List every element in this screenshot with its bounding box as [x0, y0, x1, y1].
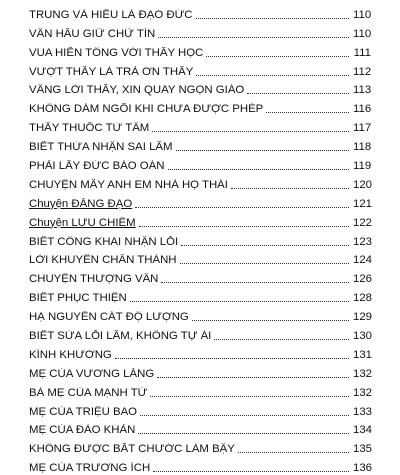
toc-entry-title: CHUYỆN THƯỢNG VÂN	[29, 273, 159, 286]
toc-entry-title: THẦY THUỐC TỪ TÂM	[29, 122, 150, 135]
toc-entry-title: CHUYỆN MẤY ANH EM NHÀ HỌ THÁI	[29, 178, 228, 191]
toc-entry-title: BIẾT THỪA NHẬN SAI LẦM	[29, 141, 173, 154]
toc-entry[interactable]	[29, 192, 371, 211]
toc-entry-page-number: 126	[353, 273, 373, 286]
dot-leader	[231, 188, 349, 189]
toc-entry-title: BIẾT SỬA LỖI LẦM, KHÔNG TỰ ÁI	[29, 330, 212, 343]
toc-entry-page-number: 112	[353, 65, 372, 78]
toc-entry-page-number: 119	[353, 160, 372, 173]
toc-entry[interactable]	[29, 173, 371, 192]
toc-entry[interactable]	[29, 22, 371, 41]
toc-entry-title: KHÔNG ĐƯỢC BẮT CHƯỚC LÀM BẬY	[29, 443, 235, 456]
toc-entry-title: LỜI KHUYÊN CHÂN THÀNH	[29, 254, 177, 267]
toc-entry[interactable]	[29, 437, 371, 456]
toc-entry-page-number: 123	[353, 235, 373, 248]
toc-entry[interactable]	[29, 400, 371, 419]
dot-leader	[158, 37, 349, 38]
toc-entry-title: MẸ CỦA ĐÀO KHẢN	[29, 424, 136, 437]
toc-entry-page-number: 116	[353, 103, 372, 116]
toc-entry-page-number: 128	[353, 292, 373, 305]
toc-entry-title: Chuyện LƯU CHIÊM	[29, 216, 136, 229]
dot-leader	[157, 377, 349, 378]
dot-leader	[140, 415, 349, 416]
toc-entry-title: VƯỢT THẦY LÀ TRẢ ƠN THẦY	[29, 65, 194, 78]
dot-leader	[152, 131, 349, 132]
toc-entry-title: BÀ MẸ CỦA MẠNH TỬ	[29, 386, 148, 399]
dot-leader	[196, 18, 349, 19]
toc-entry-title: Chuyện ĐĂNG ĐẠO	[29, 197, 133, 210]
toc-entry-title: BIẾT CÔNG KHAI NHẬN LỖI	[29, 235, 179, 248]
dot-leader	[247, 93, 349, 94]
toc-entry[interactable]	[29, 249, 371, 268]
toc-entry-title: TRUNG VÀ HIẾU LÀ ĐẠO ĐỨC	[29, 8, 193, 21]
dot-leader	[180, 263, 349, 264]
dot-leader	[168, 169, 350, 170]
toc-entry-page-number: 122	[353, 216, 373, 229]
toc-entry[interactable]	[29, 154, 371, 173]
toc-entry-page-number: 120	[353, 178, 373, 191]
toc-entry-title: VÂN HẦU GIỮ CHỮ TÍN	[29, 27, 156, 40]
toc-entry[interactable]	[29, 3, 371, 22]
toc-entry-page-number: 135	[353, 443, 373, 456]
toc-entry[interactable]	[29, 41, 371, 60]
toc-entry-page-number: 124	[353, 254, 373, 267]
toc-entry-page-number: 132	[353, 367, 373, 380]
toc-entry-title: HẠ NGUYÊN CÁT ĐỘ LƯỢNG	[29, 311, 189, 324]
toc-entry-title: MẸ CỦA TRƯƠNG ÍCH	[29, 462, 151, 475]
toc-entry[interactable]	[29, 381, 371, 400]
toc-entry-page-number: 110	[353, 27, 372, 40]
dot-leader	[176, 150, 350, 151]
toc-entry[interactable]	[29, 267, 371, 286]
toc-entry[interactable]	[29, 286, 371, 305]
toc-entry-page-number: 113	[353, 84, 372, 97]
toc-entry-page-number: 133	[353, 405, 373, 418]
toc-entry[interactable]	[29, 60, 371, 79]
toc-entry-title: MẸ CỦA TRIỆU BAO	[29, 405, 138, 418]
toc-entry[interactable]	[29, 324, 371, 343]
dot-leader	[139, 226, 349, 227]
toc-entry-title: KÍNH KHƯƠNG	[29, 348, 112, 361]
toc-entry[interactable]	[29, 456, 371, 475]
toc-entry-page-number: 111	[353, 46, 371, 59]
toc-entry[interactable]	[29, 230, 371, 249]
toc-entry-page-number: 121	[353, 197, 373, 210]
dot-leader	[161, 282, 349, 283]
dot-leader	[138, 433, 349, 434]
toc-entry-title: KHÔNG DÁM NGỒI KHI CHƯA ĐƯỢC PHÉP	[29, 103, 264, 116]
toc-entry-page-number: 129	[353, 311, 373, 324]
toc-entry-title: VÂNG LỜI THẦY, XIN QUAY NGỌN GIÁO	[29, 84, 245, 97]
toc-entry-page-number: 136	[353, 462, 373, 475]
toc-entry[interactable]	[29, 135, 371, 154]
dot-leader	[181, 245, 349, 246]
toc-entry-page-number: 110	[353, 8, 372, 21]
toc-entry-title: VUA HIẾN TÔNG VỚI THẦY HỌC	[29, 46, 204, 59]
dot-leader	[196, 75, 349, 76]
dot-leader	[238, 452, 349, 453]
dot-leader	[206, 56, 349, 57]
toc-entry-title: PHẢI LẤY ĐỨC BÁO OÁN	[29, 160, 165, 173]
dot-leader	[214, 339, 349, 340]
toc-entry-page-number: 132	[353, 386, 373, 399]
toc-entry[interactable]	[29, 419, 371, 438]
toc-entry-page-number: 117	[353, 122, 372, 135]
toc-entry-page-number: 130	[353, 330, 373, 343]
toc-entry-title: BIẾT PHỤC THIỆN	[29, 292, 127, 305]
table-of-contents	[29, 3, 371, 475]
dot-leader	[130, 301, 349, 302]
toc-entry-page-number: 131	[353, 348, 373, 361]
toc-entry[interactable]	[29, 97, 371, 116]
toc-entry-title: MẸ CỦA VƯƠNG LĂNG	[29, 367, 155, 380]
toc-entry[interactable]	[29, 211, 371, 230]
dot-leader	[153, 471, 349, 472]
toc-entry-page-number: 134	[353, 424, 373, 437]
toc-entry[interactable]	[29, 362, 371, 381]
dot-leader	[135, 207, 349, 208]
toc-entry[interactable]	[29, 116, 371, 135]
toc-entry[interactable]	[29, 79, 371, 98]
dot-leader	[192, 320, 349, 321]
dot-leader	[150, 396, 349, 397]
toc-entry-page-number: 118	[353, 141, 372, 154]
dot-leader	[115, 358, 349, 359]
toc-entry[interactable]	[29, 343, 371, 362]
dot-leader	[266, 112, 349, 113]
toc-entry[interactable]	[29, 305, 371, 324]
